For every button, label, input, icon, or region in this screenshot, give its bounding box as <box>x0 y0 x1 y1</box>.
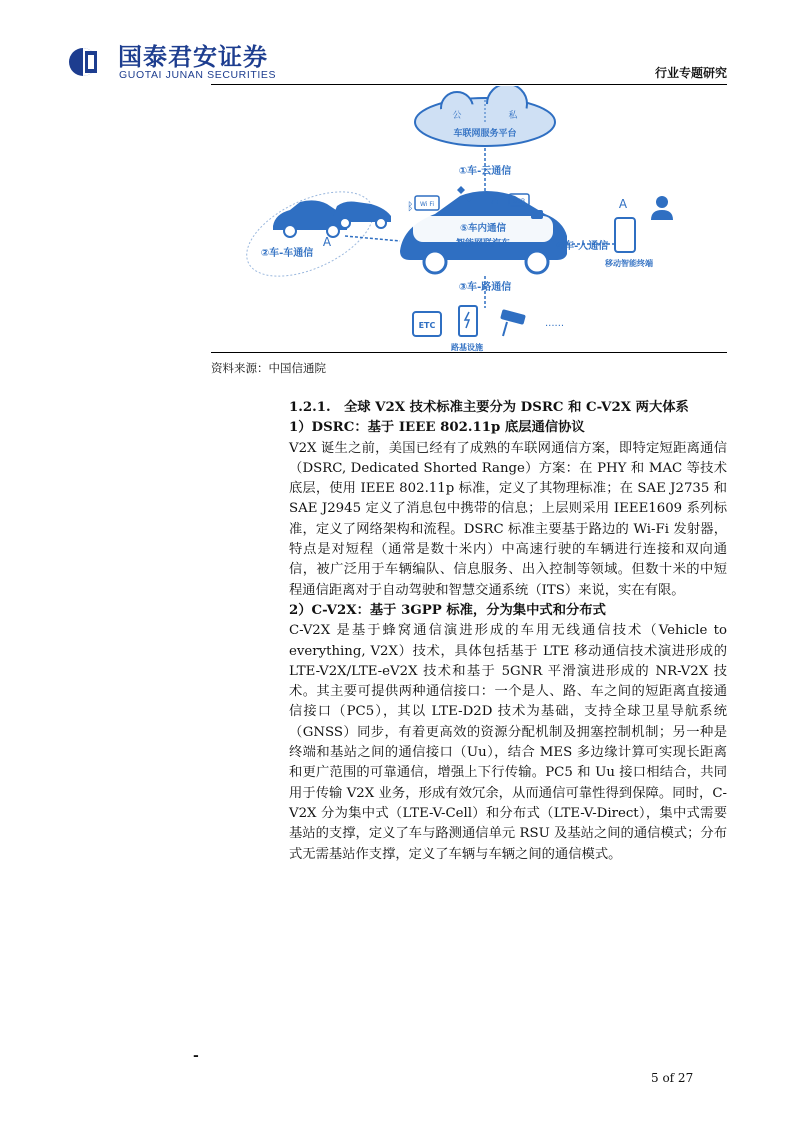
bluetooth-icon: ᛒ <box>407 200 414 213</box>
camera-icon <box>531 210 543 219</box>
report-type-label: 行业专题研究 <box>654 66 727 80</box>
v2p-antenna-icon: A <box>618 197 628 211</box>
v2i-label: ③车-路通信 <box>458 282 512 293</box>
mobile-terminal-icon <box>615 218 635 252</box>
cv2x-paragraph: C-V2X 是基于蜂窝通信演进形成的车用无线通信技术（Vehicle to everything, V2X）技术，具体包括基于 LTE 移动通信技术演进形成的 LTE-V2X/LTE-eV2X 技术和基于 5GNR 平滑演进形成的 NR-V2X 技术。其主要可提供两种通信接口：一个是人、路、车之间的短距离直接通信接口（PC5），其以 LTE-D2D 技术为基础，支持全球卫星导航系统（GNSS）同步，有着更高效的资源分配机制及拥塞控制机制；另一种是终端和基站之间的通信接口（Uu），结合 MES 多边缘计算可实现长距离和更广范围的可靠通信，增强上下行传输。PC5 和 Uu 接口相结合，共同用于传输 V2X 业务，形成有效冗余，从而通信可靠性得到保障。同时，C-V2X 分为集中式（LTE-V-Cell）和分布式（LTE-V-Direct），集中式需要基站的支撑，定义了车与路测通信单元 RSU 及基站之间的通信模式；分布式无需基站作支撑，定义了车辆与车辆之间的通信模式。 <box>289 623 727 862</box>
person-icon <box>651 196 673 220</box>
road-infrastructure-label: 路基设施 <box>451 343 483 352</box>
figure-divider <box>211 352 727 353</box>
figure-source: 资料来源：中国信通院 <box>211 361 326 375</box>
v2x-diagram <box>245 86 695 354</box>
cv2x-heading: 2）C-V2X：基于 3GPP 标准，分为集中式和分布式 <box>289 602 606 618</box>
brand-logo-icon <box>68 47 104 77</box>
etc-text: ETC <box>418 321 436 330</box>
car-label: 智能网联汽车 <box>455 239 511 249</box>
brand-name-en: GUOTAI JUNAN SECURITIES <box>119 69 277 81</box>
cloud-private-label: 私 <box>508 111 518 121</box>
mobile-terminal-label: 移动智能终端 <box>605 259 653 268</box>
v2p-label: ④车-人通信 <box>555 241 609 252</box>
brand-name-cn: 国泰君安证券 <box>118 43 268 71</box>
section-heading: 1.2.1. 全球 V2X 技术标准主要分为 DSRC 和 C-V2X 两大体系 <box>289 400 689 415</box>
charging-station-icon <box>459 306 477 336</box>
cloud-public-label: 公 <box>452 111 462 121</box>
other-car-icon <box>333 202 391 229</box>
v2v-antenna-icon: A <box>322 235 332 249</box>
antenna-icon: A <box>491 194 499 207</box>
page-number: 5 of 27 <box>651 1071 694 1085</box>
dsrc-heading: 1）DSRC：基于 IEEE 802.11p 底层通信协议 <box>289 420 585 436</box>
cloud-platform-label: 车联网服务平台 <box>453 129 517 139</box>
usb-text: USB <box>512 198 526 205</box>
v2v-label: ②车-车通信 <box>260 248 314 259</box>
header-divider <box>211 84 727 85</box>
wifi-text: Wi Fi <box>419 201 435 208</box>
main-content <box>289 398 727 865</box>
traffic-camera-icon <box>500 309 526 336</box>
dsrc-paragraph: V2X 诞生之前，美国已经有了成熟的车联网通信方案，即特定短距离通信（DSRC, Dedicated Shorted Range）方案：在 PHY 和 MAC 等技术底层，使用 IEEE 802.11p 标准，定义了其物理标准；在 SAE J2735 和 SAE J2945 定义了消息包中携带的信息；上层则采用 IEEE1609 系列标准，定义了网络架构和流程。DSRC 标准主要基于路边的 Wi-Fi 发射器，特点是对短程（通常是数十米内）中高速行驶的车辆进行连接和双向通信，被广泛用于车辆编队、信息服务、出入控制等领域。但数十米的中短程通信距离对于自动驾驶和智慧交通系统（ITS）来说，实在有限。 <box>289 440 727 598</box>
in-car-label: ⑤车内通信 <box>459 223 507 234</box>
more-dots-text: ...... <box>545 318 565 329</box>
v2c-label: ①车-云通信 <box>458 166 512 177</box>
footer-dash: - <box>193 1048 199 1064</box>
